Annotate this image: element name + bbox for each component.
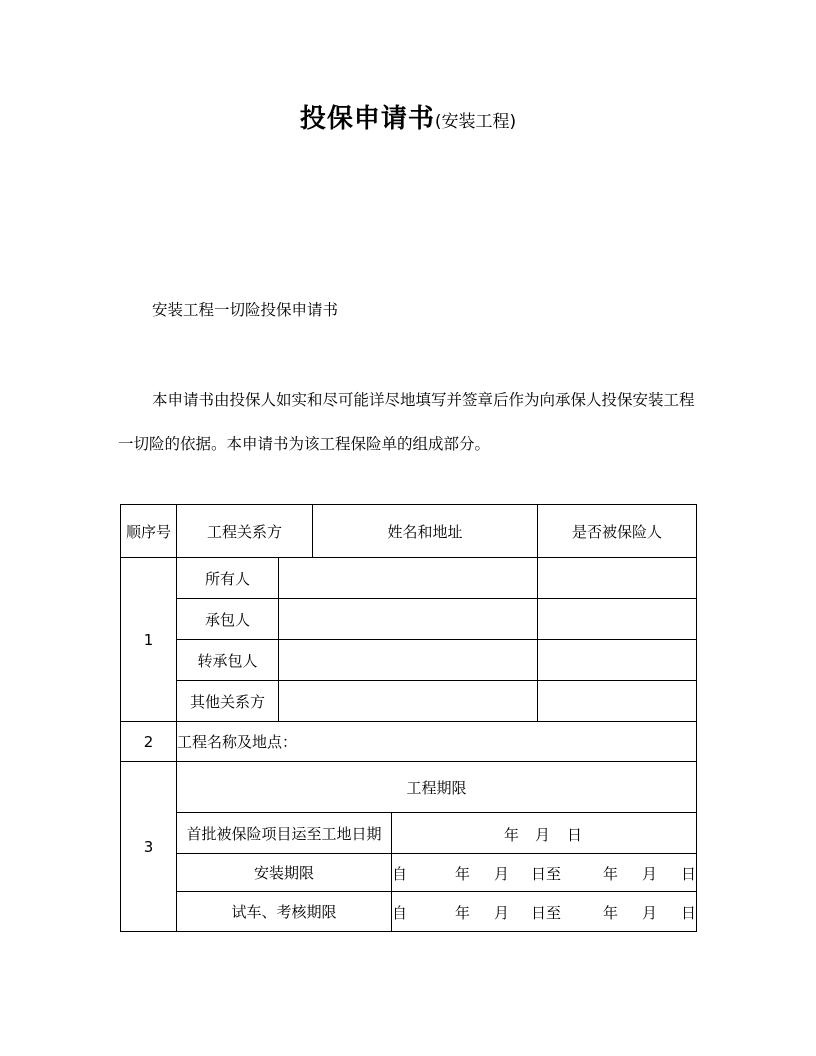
title-sub: (安装工程) xyxy=(434,112,517,132)
first-arrival-day: 日 xyxy=(567,826,583,844)
first-arrival-label: 首批被保险项目运至工地日期 xyxy=(186,824,382,843)
application-table xyxy=(120,504,697,932)
intro-paragraph: 本申请书由投保人如实和尽可能详尽地填写并签章后作为向承保人投保安装工程一切险的依据。本申请书为该工程保险单的组成部分。 xyxy=(118,391,695,453)
test-day-to: 日至 xyxy=(531,904,562,922)
install-month2: 月 xyxy=(642,865,658,883)
header-party: 工程关系方 xyxy=(206,522,282,541)
test-period-label: 试车、考核期限 xyxy=(231,903,337,921)
owner-insured-field[interactable] xyxy=(538,558,696,598)
test-year: 年 xyxy=(455,904,471,922)
first-arrival-year: 年 xyxy=(504,826,520,844)
install-year: 年 xyxy=(455,865,471,883)
other-insured-field[interactable] xyxy=(538,681,696,721)
period-title: 工程期限 xyxy=(406,778,467,797)
row1-seq: 1 xyxy=(143,630,154,649)
title-main: 投保申请书 xyxy=(299,104,435,134)
subcontractor-insured-field[interactable] xyxy=(538,640,696,680)
row3-seq: 3 xyxy=(143,837,154,856)
install-period-label: 安装期限 xyxy=(253,864,314,882)
form-heading: 安装工程一切险投保申请书 xyxy=(152,301,339,319)
install-month: 月 xyxy=(494,865,510,883)
test-year2: 年 xyxy=(603,904,619,922)
header-insured: 是否被保险人 xyxy=(571,522,662,541)
test-month2: 月 xyxy=(642,904,658,922)
page-title xyxy=(0,98,816,135)
first-arrival-month: 月 xyxy=(535,826,551,844)
install-from: 自 xyxy=(392,865,408,883)
party-owner: 所有人 xyxy=(204,569,250,588)
project-name-location-label: 工程名称及地点： xyxy=(177,733,298,751)
contractor-insured-field[interactable] xyxy=(538,599,696,639)
test-day2: 日 xyxy=(681,904,697,922)
row2-seq: 2 xyxy=(143,732,154,751)
party-contractor: 承包人 xyxy=(204,610,250,629)
test-from: 自 xyxy=(392,904,408,922)
subcontractor-name-address-field[interactable] xyxy=(279,640,537,680)
test-month: 月 xyxy=(494,904,510,922)
contractor-name-address-field[interactable] xyxy=(279,599,537,639)
header-seq: 顺序号 xyxy=(125,522,171,541)
install-day2: 日 xyxy=(681,865,697,883)
owner-name-address-field[interactable] xyxy=(279,558,537,598)
install-day-to: 日至 xyxy=(531,865,562,883)
install-year2: 年 xyxy=(603,865,619,883)
header-name-address: 姓名和地址 xyxy=(387,522,463,541)
party-subcontractor: 转承包人 xyxy=(197,651,258,670)
other-name-address-field[interactable] xyxy=(279,681,537,721)
party-other: 其他关系方 xyxy=(189,692,265,711)
